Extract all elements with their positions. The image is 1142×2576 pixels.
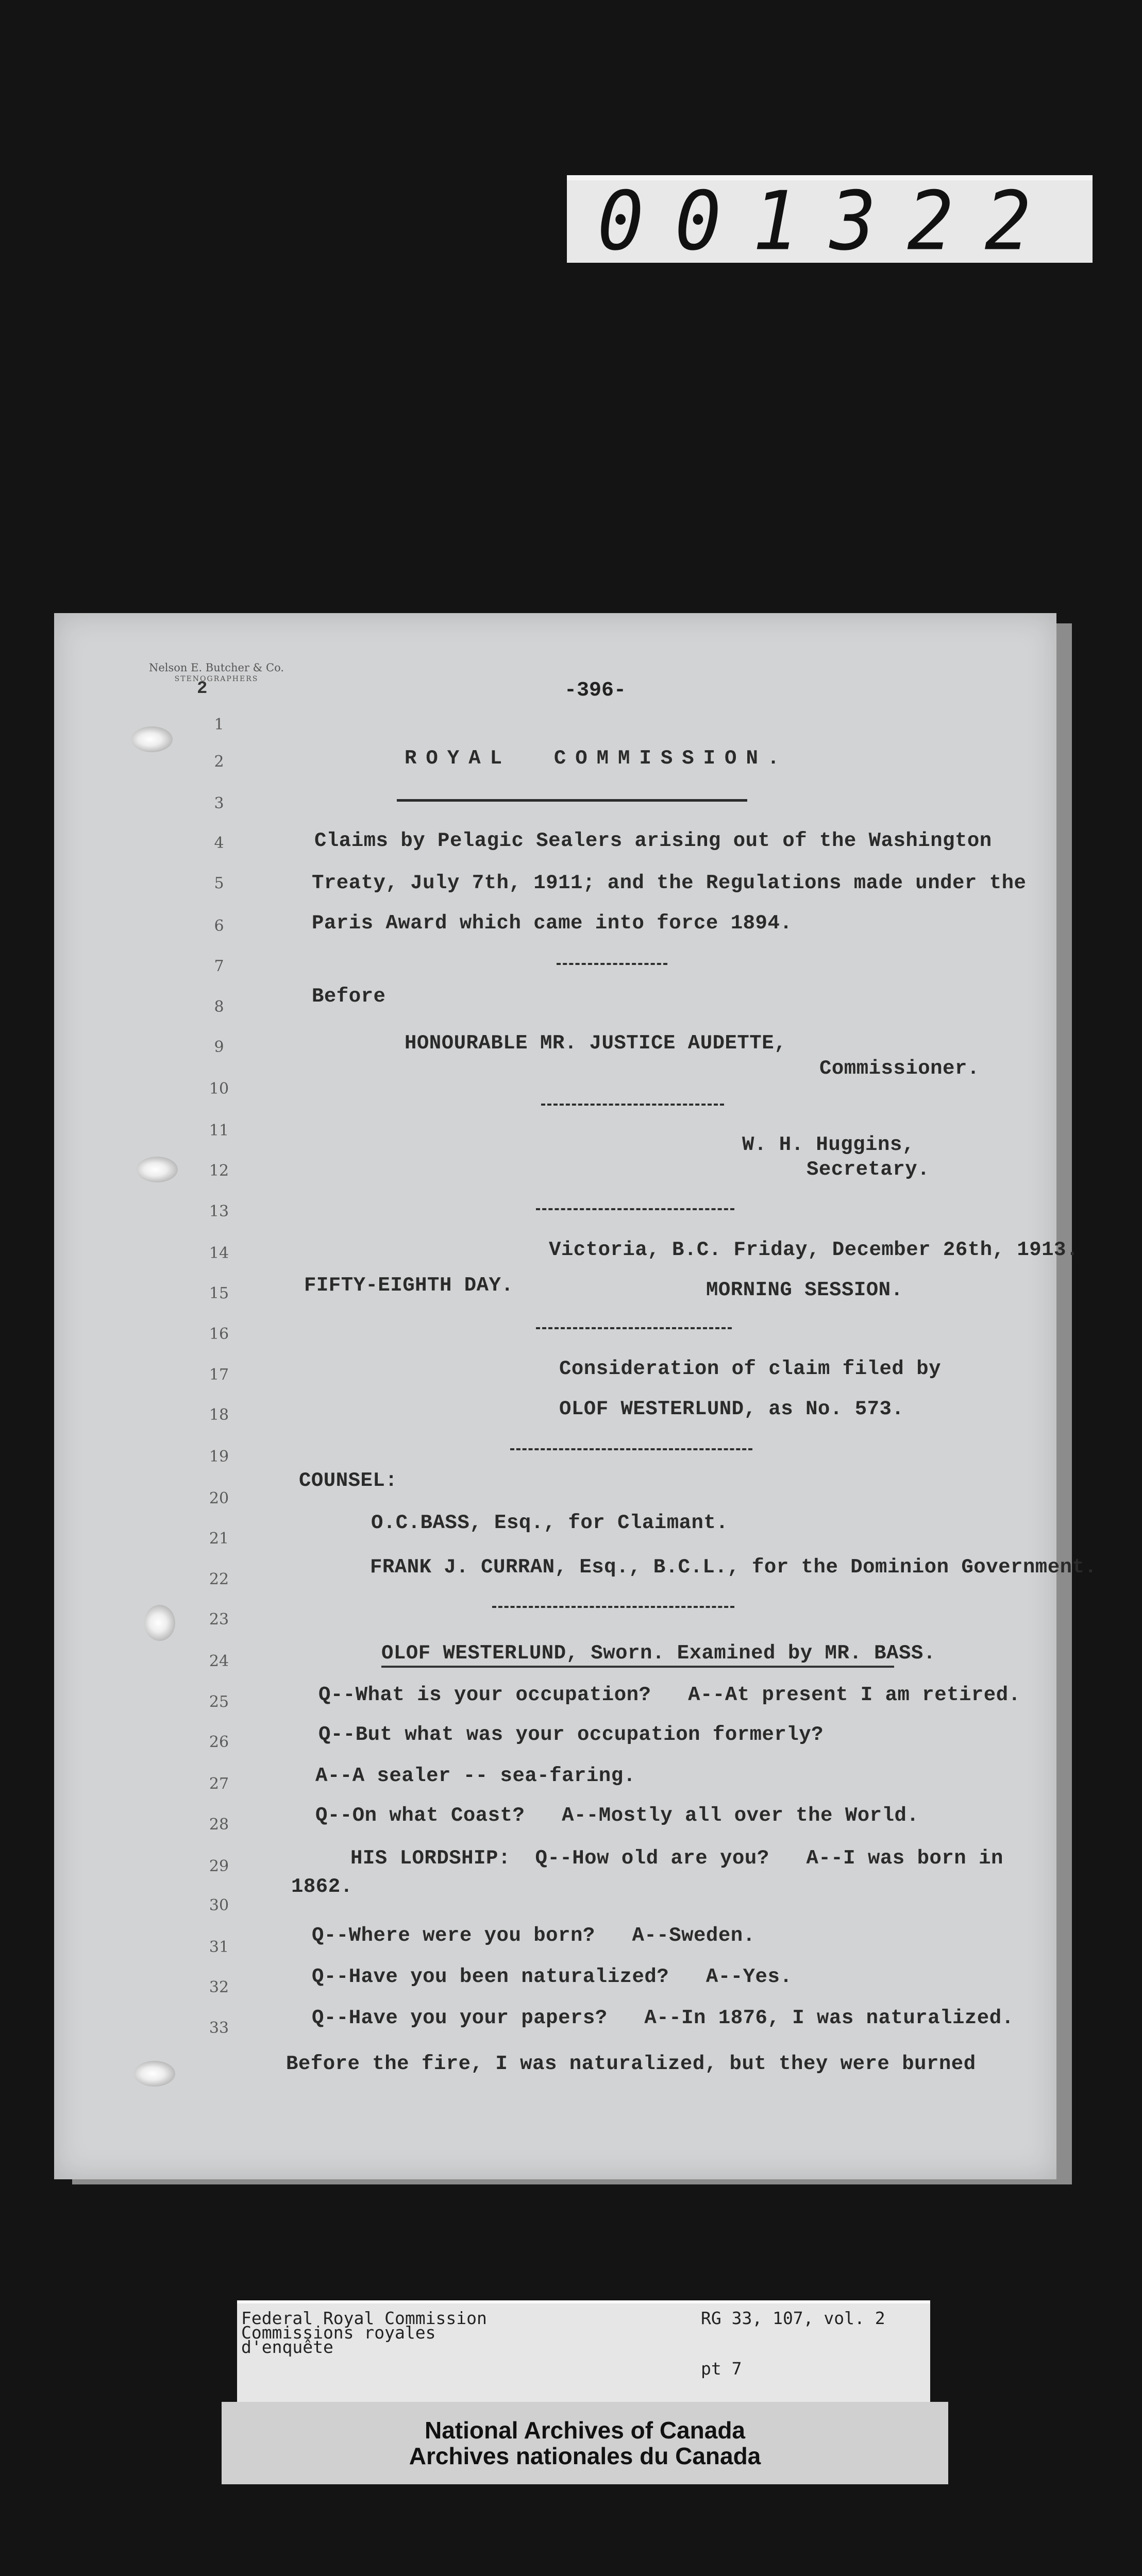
stationer-imprint — [108, 662, 325, 685]
line-number: 20 — [209, 1489, 229, 1507]
qa-line: Q--Where were you born? A--Sweden. — [312, 1924, 755, 1947]
counsel-label: COUNSEL: — [299, 1469, 398, 1492]
qa-line: HIS LORDSHIP: Q--How old are you? A--I was born in — [350, 1847, 1003, 1870]
separator — [557, 963, 667, 965]
line-number: 31 — [209, 1938, 229, 1956]
secretary-name: W. H. Huggins, — [742, 1133, 915, 1156]
line-number: 28 — [209, 1816, 229, 1834]
heading-rule — [397, 799, 747, 802]
line-number: 1 — [214, 716, 224, 734]
archive-series-fr: Commissions royales — [241, 2323, 436, 2343]
archive-reference-label — [237, 2300, 930, 2404]
qa-line: Q--Have you been naturalized? A--Yes. — [312, 1965, 793, 1988]
archive-part: pt 7 — [701, 2359, 742, 2379]
line-number: 16 — [209, 1325, 229, 1343]
archive-series-fr-2: d'enquête — [241, 2337, 333, 2357]
line-number: 5 — [214, 874, 224, 892]
binder-hole — [144, 1605, 175, 1641]
before-label: Before — [312, 985, 386, 1008]
qa-line: A--A sealer -- sea-faring. — [315, 1765, 636, 1787]
claims-line: Claims by Pelagic Sealers arising out of the Washington — [314, 829, 992, 852]
consideration-line: OLOF WESTERLUND, as No. 573. — [559, 1398, 904, 1420]
archive-series-en: Federal Royal Commission — [241, 2308, 487, 2328]
page-number: -396- — [564, 679, 627, 702]
line-number: 8 — [214, 998, 224, 1016]
archive-name-label — [222, 2402, 948, 2484]
frame-number: 001322 — [597, 174, 1062, 269]
line-number: 3 — [214, 794, 224, 812]
commission-heading: ROYAL COMMISSION. — [405, 747, 789, 770]
line-number: 30 — [209, 1896, 229, 1914]
place-date: Victoria, B.C. Friday, December 26th, 1913. — [549, 1239, 1079, 1261]
separator — [510, 1448, 752, 1450]
line-number: 27 — [209, 1775, 229, 1793]
consideration-line: Consideration of claim filed by — [559, 1358, 942, 1380]
line-number: 12 — [209, 1162, 229, 1180]
binder-hole — [131, 726, 173, 752]
session-label: MORNING SESSION. — [706, 1279, 903, 1301]
stationer-name: Nelson E. Butcher & Co. — [148, 662, 284, 674]
line-number: 10 — [209, 1080, 229, 1098]
separator — [492, 1606, 734, 1608]
judge-title: Commissioner. — [819, 1057, 980, 1080]
witness-heading: OLOF WESTERLUND, Sworn. Examined by MR. BASS. — [381, 1642, 936, 1665]
frame-number-label — [567, 174, 1093, 269]
line-number: 13 — [209, 1202, 229, 1221]
claims-line: Paris Award which came into force 1894. — [312, 912, 793, 935]
counsel-line: FRANK J. CURRAN, Esq., B.C.L., for the Dominion Government. — [370, 1556, 1097, 1579]
witness-underline — [381, 1666, 894, 1668]
claims-line: Treaty, July 7th, 1911; and the Regulations made under the — [312, 872, 1027, 894]
line-number: 2 — [214, 753, 224, 771]
archive-name-fr: Archives nationales du Canada — [409, 2443, 761, 2469]
binder-hole — [137, 1157, 178, 1182]
line-number: 9 — [214, 1038, 224, 1056]
line-number: 4 — [214, 834, 224, 852]
line-number: 15 — [209, 1284, 229, 1302]
judge-name: HONOURABLE MR. JUSTICE AUDETTE, — [405, 1032, 787, 1055]
line-number: 18 — [209, 1406, 229, 1424]
line-number: 11 — [209, 1122, 229, 1140]
line-number: 22 — [209, 1570, 229, 1588]
archive-reference: RG 33, 107, vol. 2 — [701, 2308, 885, 2328]
line-number: 7 — [214, 957, 224, 975]
tab-mark: 2 — [197, 679, 208, 699]
separator — [536, 1327, 732, 1329]
qa-line: Q--But what was your occupation formerly? — [318, 1723, 824, 1746]
line-number: 26 — [209, 1733, 229, 1751]
line-number: 21 — [209, 1530, 229, 1548]
archive-name-en: National Archives of Canada — [424, 2417, 745, 2444]
line-number: 33 — [209, 2019, 229, 2037]
line-number: 25 — [209, 1693, 229, 1711]
qa-line: Q--What is your occupation? A--At present I am retired. — [318, 1684, 1021, 1706]
binder-hole — [134, 2061, 175, 2087]
day-label: FIFTY-EIGHTH DAY. — [304, 1274, 514, 1297]
counsel-line: O.C.BASS, Esq., for Claimant. — [371, 1512, 729, 1534]
line-number: 14 — [209, 1244, 229, 1262]
qa-line: Q--On what Coast? A--Mostly all over the World. — [315, 1804, 919, 1827]
separator — [541, 1104, 724, 1106]
stationer-subtitle: STENOGRAPHERS — [174, 675, 259, 683]
qa-line: 1862. — [291, 1875, 353, 1898]
separator — [536, 1208, 734, 1210]
qa-line: Q--Have you your papers? A--In 1876, I was naturalized. — [312, 2007, 1014, 2029]
line-number: 29 — [209, 1857, 229, 1875]
line-number: 32 — [209, 1978, 229, 1996]
line-number: 17 — [209, 1366, 229, 1384]
line-number: 6 — [214, 917, 224, 935]
qa-line: Before the fire, I was naturalized, but they were burned — [286, 2053, 976, 2075]
secretary-title: Secretary. — [807, 1158, 930, 1181]
line-number: 24 — [209, 1652, 229, 1670]
line-number: 19 — [209, 1448, 229, 1466]
line-number: 23 — [209, 1611, 229, 1629]
